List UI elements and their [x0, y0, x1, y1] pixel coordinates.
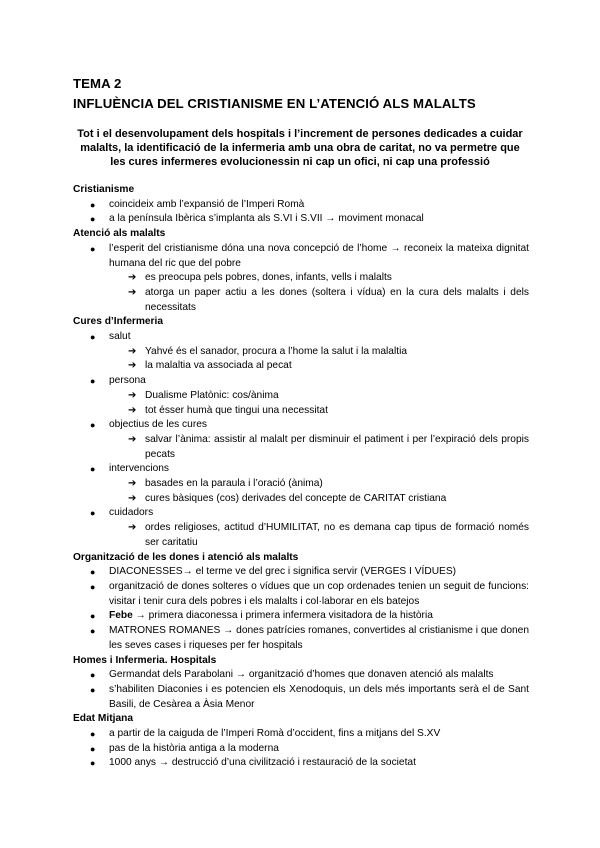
list-item: ● 1000 anys → destrucció d’una civilització i restauració de la societat — [73, 756, 529, 771]
heading-homes: Homes i Infermeria. Hospitals — [73, 654, 217, 666]
list-item: ● s’habiliten Diaconies i es potencien els Xenodoquis, un dels més importants serà el de Sant Basili, de Cesàrea a Àsia Menor — [90, 683, 529, 710]
arrow-icon: ➔ — [128, 404, 137, 416]
bullet-icon: ● — [90, 684, 96, 695]
list-item: ● l’esperit del cristianisme dóna una nova concepció de l’home → reconeix la mateixa dignitat humana del ric que del pobre — [90, 242, 529, 269]
bullet-icon: ● — [90, 626, 96, 637]
arrow-icon: ➔ — [128, 286, 137, 298]
list-item: ● objectius de les cures — [73, 418, 529, 433]
list-item: ● organització de dones solteres o vídues que un cop ordenades tenien un seguit de funcions: visitar i tenir cura dels pobres i els malalts i col·laborar en els batejos — [90, 580, 529, 607]
sub-list-item: ➔ es preocupa pels pobres, dones, infants, vells i malalts — [73, 271, 529, 286]
arrow-icon: ➔ — [128, 433, 137, 445]
arrow-icon: ➔ — [128, 360, 137, 372]
bold-name-febe: Febe — [109, 610, 133, 622]
list-item: ● Germandat dels Parabolani → organització d’homes que donaven atenció als malalts — [73, 668, 529, 683]
bullet-icon: ● — [90, 670, 96, 681]
bullet-icon: ● — [90, 729, 96, 740]
sub-list-item: ➔ salvar l’ànima: assistir al malalt per disminuir el patiment i per l’expiració dels propis pecats — [128, 433, 529, 460]
sub-list-item: ➔ cures bàsiques (cos) derivades del concepte de CARITAT cristiana — [73, 492, 529, 507]
arrow-icon: ➔ — [128, 272, 137, 284]
sub-list-item: ➔ Yahvé és el sanador, procura a l’home la salut i la malaltia — [73, 345, 529, 360]
sub-list-item: ➔ ordes religioses, actitud d’HUMILITAT, no es demana cap tipus de formació només ser caritatiu — [128, 522, 529, 548]
title-line-1: TEMA 2 — [73, 76, 122, 91]
bullet-icon: ● — [90, 581, 96, 592]
arrow-icon: ➔ — [128, 478, 137, 490]
document-body — [73, 183, 529, 771]
arrow-icon: ➔ — [128, 492, 137, 504]
list-item: ● salut — [73, 330, 529, 345]
list-item: ● intervencions — [73, 462, 529, 477]
heading-organitzacio: Organització de les dones i atenció als malalts — [73, 551, 299, 563]
list-item: ● persona — [73, 374, 529, 389]
list-item: ● MATRONES ROMANES → dones patrícies romanes, convertides al cristianisme i que donen les seves cases i riqueses per fer hospitals — [90, 625, 529, 651]
sub-list-item: ➔ basades en la paraula i l’oració (ànima) — [73, 477, 529, 492]
bullet-icon: ● — [90, 243, 96, 254]
document-title — [73, 74, 476, 114]
bullet-icon: ● — [90, 376, 96, 387]
sub-list-item: ➔ atorga un paper actiu a les dones (soltera i vídua) en la cura dels malalts i dels necessitats — [128, 286, 529, 313]
bullet-icon: ● — [90, 464, 96, 475]
bullet-icon: ● — [90, 758, 96, 769]
list-item: ● cuidadors — [73, 506, 529, 521]
list-item: ● coincideix amb l’expansió de l’Imperi Romà — [73, 198, 529, 213]
sub-list-item: ➔ la malaltia va associada al pecat — [73, 359, 529, 374]
arrow-icon: ➔ — [128, 389, 137, 401]
heading-cristianisme: Cristianisme — [73, 184, 135, 195]
list-item: ● Febe → primera diaconessa i primera infermera visitadora de la història — [73, 609, 529, 624]
bullet-icon: ● — [90, 332, 96, 343]
arrow-icon: ➔ — [128, 345, 137, 357]
title-line-2: INFLUÈNCIA DEL CRISTIANISME EN L’ATENCIÓ ALS MALALTS — [73, 96, 476, 111]
bullet-icon: ● — [90, 420, 96, 431]
bullet-icon: ● — [90, 567, 96, 578]
list-item: ● a partir de la caiguda de l’Imperi Romà d’occident, fins a mitjans del S.XV — [73, 727, 529, 742]
sub-list-item: ➔ tot ésser humà que tingui una necessitat — [73, 404, 529, 419]
heading-edat-mitjana: Edat Mitjana — [73, 713, 134, 725]
bullet-icon: ● — [90, 611, 96, 622]
sub-list-item: ➔ Dualisme Platònic: cos/ànima — [73, 389, 529, 404]
list-item: ● DIACONESSES→ el terme ve del grec i significa servir (VERGES I VÍDUES) — [73, 565, 529, 580]
bullet-icon: ● — [90, 508, 96, 519]
list-item: ● pas de la història antiga a la moderna — [73, 742, 529, 757]
list-item: ● a la península Ibèrica s’implanta als S.VI i S.VII → moviment monacal — [73, 212, 529, 227]
intro-paragraph: Tot i el desenvolupament dels hospitals i l’increment de persones dedicades a cuidar malalts, la identificació de la infermeria amb una obra de caritat, no va permetre que les cures infermeres evolucionessin ni cap un ofici, ni cap una professió — [77, 128, 523, 168]
heading-atencio: Atenció als malalts — [73, 228, 166, 240]
arrow-icon: ➔ — [128, 522, 137, 534]
bullet-icon: ● — [90, 199, 96, 210]
bullet-icon: ● — [90, 743, 96, 754]
bullet-icon: ● — [90, 214, 96, 225]
heading-cures: Cures d’Infermeria — [73, 316, 164, 328]
